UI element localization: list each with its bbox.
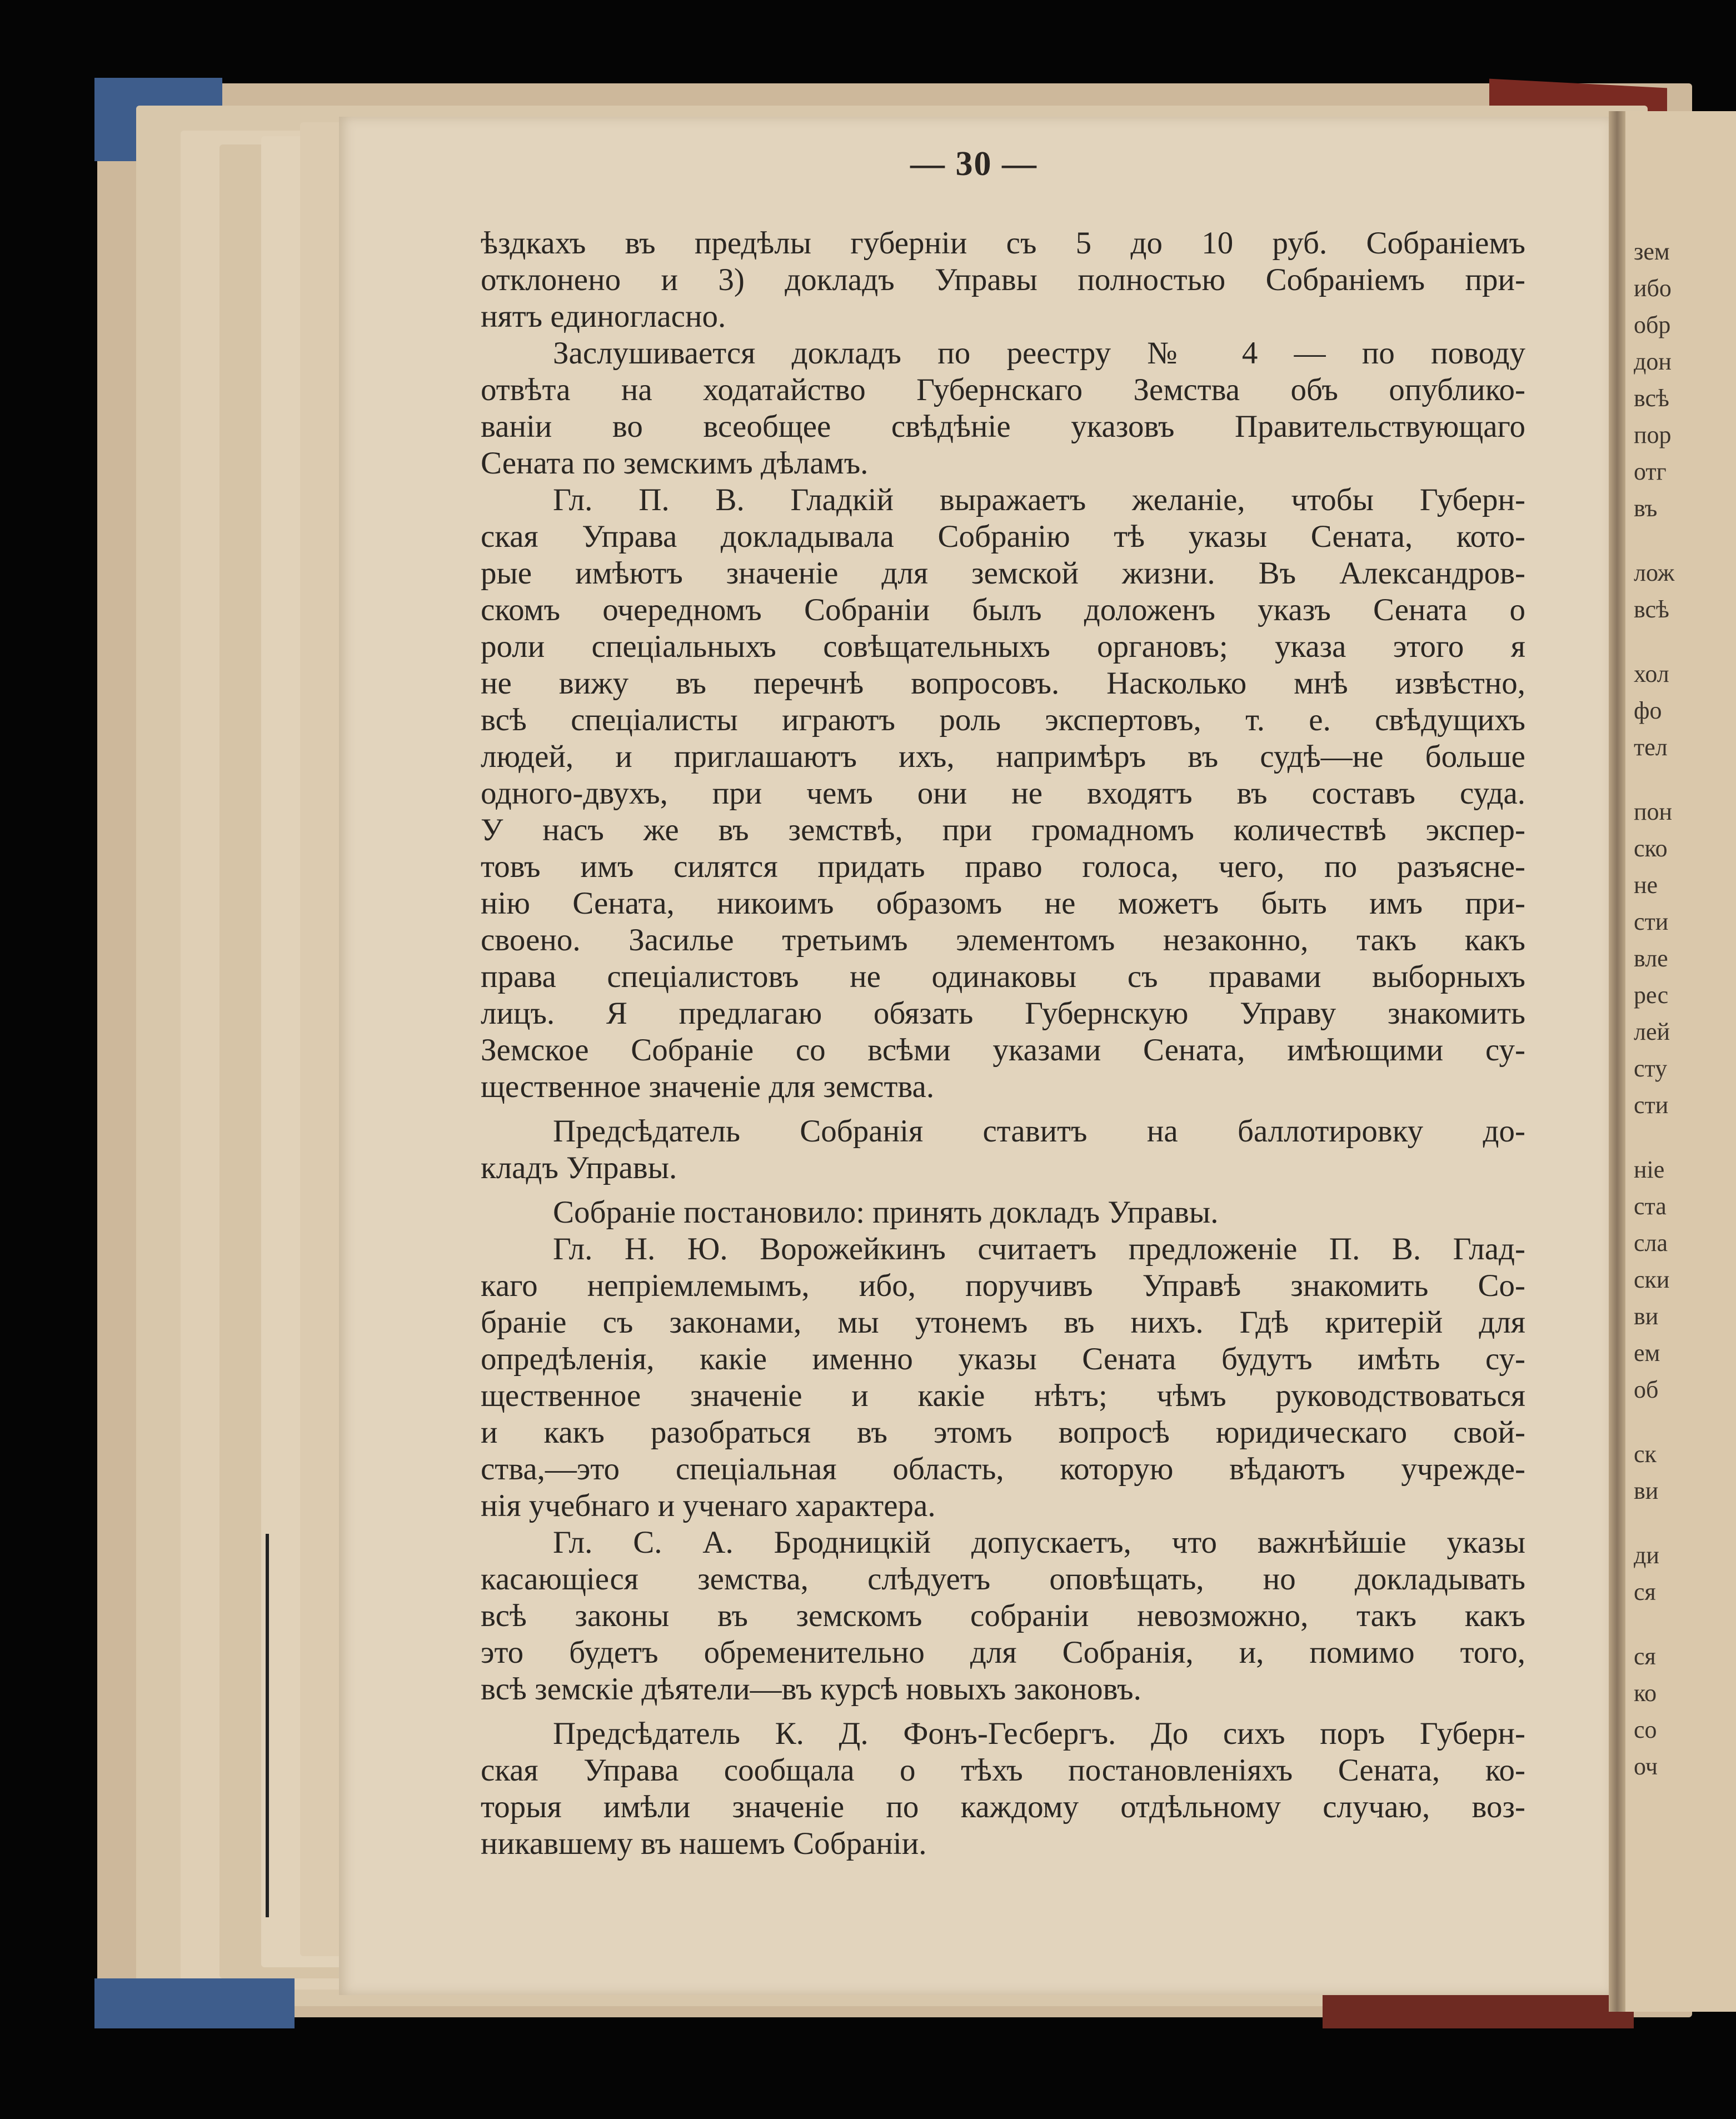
text-line: своено. Засилье третьимъ элементомъ незаконно, такъ какъ <box>481 923 1525 958</box>
facing-text-fragment: ко <box>1634 1679 1657 1707</box>
text-line: Гл. П. В. Гладкій выражаетъ желаніе, чтобы Губерн- <box>553 482 1525 517</box>
text-line: ства,—это спеціальная область, которую вѣдаютъ учрежде- <box>481 1452 1525 1487</box>
text-line: всѣ спеціалисты играютъ роль экспертовъ, т. е. свѣдущихъ <box>481 702 1525 737</box>
facing-text-fragment: не <box>1634 871 1658 899</box>
facing-text-fragment: ся <box>1634 1578 1656 1606</box>
facing-text-fragment: тел <box>1634 734 1668 761</box>
facing-text-fragment: сти <box>1634 908 1669 935</box>
facing-text-fragment: всѣ <box>1634 385 1669 412</box>
facing-text-fragment: фо <box>1634 697 1662 724</box>
text-line: ѣздкахъ въ предѣлы губерніи съ 5 до 10 руб. Собраніемъ <box>481 226 1525 261</box>
text-line: товъ имъ силятся придать право голоса, чего, по разъясне- <box>481 849 1525 884</box>
book-cover-corner <box>1323 1995 1634 2028</box>
facing-text-fragment: дон <box>1634 348 1672 375</box>
facing-text-fragment: ем <box>1634 1339 1660 1367</box>
text-line: отклонено и 3) докладъ Управы полностью Собраніемъ при- <box>481 262 1525 297</box>
text-line: касающіеся земства, слѣдуетъ оповѣщать, но докладывать <box>481 1562 1525 1597</box>
facing-text-fragment: ста <box>1634 1193 1667 1220</box>
facing-text-fragment: сту <box>1634 1055 1668 1082</box>
facing-text-fragment: рес <box>1634 981 1669 1009</box>
text-line: щественное значеніе и какіе нѣтъ; чѣмъ руководствоваться <box>481 1378 1525 1413</box>
facing-text-fragment: вле <box>1634 945 1668 972</box>
facing-text-fragment: всѣ <box>1634 596 1669 623</box>
text-line: ская Управа докладывала Собранію тѣ указы Сената, кото- <box>481 519 1525 554</box>
facing-text-fragment: ско <box>1634 835 1668 862</box>
facing-text-fragment: ибо <box>1634 275 1672 302</box>
text-line: и какъ разобраться въ этомъ вопросѣ юридическаго свой- <box>481 1415 1525 1450</box>
facing-text-fragment: ніе <box>1634 1156 1665 1183</box>
facing-text-fragment: оч <box>1634 1753 1658 1780</box>
text-line: рые имѣютъ значеніе для земской жизни. Въ Александров- <box>481 556 1525 591</box>
text-line: права спеціалистовъ не одинаковы съ правами выборныхъ <box>481 959 1525 994</box>
book-cover-corner <box>94 1978 295 2028</box>
facing-text-fragment: обр <box>1634 311 1671 338</box>
facing-text-fragment: лей <box>1634 1018 1670 1045</box>
text-line: Предсѣдатель К. Д. Фонъ-Гесбергъ. До сихъ поръ Губерн- <box>553 1716 1525 1751</box>
text-line: Предсѣдатель Собранія ставитъ на баллотировку до- <box>553 1114 1525 1149</box>
text-line: людей, и приглашаютъ ихъ, напримѣръ въ судѣ—не больше <box>481 739 1525 774</box>
facing-text-fragment: об <box>1634 1376 1659 1403</box>
facing-text-fragment: ся <box>1634 1643 1656 1670</box>
text-line: это будетъ обременительно для Собранія, и, помимо того, <box>481 1635 1525 1670</box>
text-line: роли спеціальныхъ совѣщательныхъ органовъ; указа этого я <box>481 629 1525 664</box>
facing-text-fragment: лож <box>1634 559 1675 586</box>
facing-text-fragment: ски <box>1634 1266 1670 1293</box>
facing-page-text-fragments <box>1634 233 1736 1785</box>
text-line: отвѣта на ходатайство Губернскаго Земства объ опублико- <box>481 372 1525 407</box>
text-line: нятъ единогласно. <box>481 299 726 334</box>
text-line: ская Управа сообщала о тѣхъ постановленіяхъ Сената, ко- <box>481 1753 1525 1788</box>
text-line: опредѣленія, какіе именно указы Сената будутъ имѣть су- <box>481 1342 1525 1377</box>
text-line: одного-двухъ, при чемъ они не входятъ въ составъ суда. <box>481 776 1525 811</box>
text-line: Заслушивается докладъ по реестру № 4 — по поводу <box>553 336 1525 371</box>
text-line: Гл. Н. Ю. Ворожейкинъ считаетъ предложеніе П. В. Глад- <box>553 1231 1525 1267</box>
facing-text-fragment: зем <box>1634 238 1670 265</box>
text-line: всѣ земскіе дѣятели—въ курсѣ новыхъ законовъ. <box>481 1672 1141 1707</box>
text-line: не вижу въ перечнѣ вопросовъ. Насколько мнѣ извѣстно, <box>481 666 1525 701</box>
facing-text-fragment: ви <box>1634 1303 1659 1330</box>
facing-text-fragment: со <box>1634 1716 1657 1743</box>
text-line: никавшему въ нашемъ Собраніи. <box>481 1826 927 1861</box>
facing-text-fragment: въ <box>1634 495 1658 522</box>
text-line: нію Сената, никоимъ образомъ не можетъ быть имъ при- <box>481 886 1525 921</box>
text-line: всѣ законы въ земскомъ собраніи невозможно, такъ какъ <box>481 1598 1525 1633</box>
facing-text-fragment: ск <box>1634 1440 1657 1468</box>
text-line: нія учебнаго и ученаго характера. <box>481 1488 936 1523</box>
facing-text-fragment: отг <box>1634 458 1667 485</box>
text-line: Собраніе постановило: принять докладъ Управы. <box>553 1195 1219 1230</box>
text-line: браніе съ законами, мы утонемъ въ нихъ. Гдѣ критерій для <box>481 1305 1525 1340</box>
page-number: — 30 — <box>910 145 1037 183</box>
book-gutter <box>1609 111 1625 2012</box>
text-line: лицъ. Я предлагаю обязать Губернскую Управу знакомить <box>481 996 1525 1031</box>
facing-text-fragment: хол <box>1634 660 1669 687</box>
text-line: кладъ Управы. <box>481 1150 677 1185</box>
facing-text-fragment: ви <box>1634 1477 1659 1504</box>
text-line: торыя имѣли значеніе по каждому отдѣльному случаю, воз- <box>481 1789 1525 1824</box>
text-line: Гл. С. А. Бродницкій допускаетъ, что важнѣйшіе указы <box>553 1525 1525 1560</box>
facing-text-fragment: пор <box>1634 421 1672 448</box>
text-line: скомъ очередномъ Собраніи былъ доложенъ указъ Сената о <box>481 592 1525 627</box>
margin-mark <box>266 1534 269 1917</box>
text-line: У насъ же въ земствѣ, при громадномъ количествѣ экспер- <box>481 812 1525 847</box>
facing-text-fragment: ди <box>1634 1542 1659 1569</box>
facing-text-fragment: сти <box>1634 1091 1669 1119</box>
facing-text-fragment: пон <box>1634 798 1673 825</box>
text-line: щественное значеніе для земства. <box>481 1069 935 1104</box>
text-line: Сената по земскимъ дѣламъ. <box>481 446 869 481</box>
page-body-text <box>481 225 1525 1862</box>
book-page <box>339 117 1609 1995</box>
text-line: ваніи во всеобщее свѣдѣніе указовъ Правительствующаго <box>481 409 1525 444</box>
facing-text-fragment: сла <box>1634 1229 1668 1257</box>
text-line: Земское Собраніе со всѣми указами Сената, имѣющими су- <box>481 1033 1525 1068</box>
text-line: каго непріемлемымъ, ибо, поручивъ Управѣ знакомить Со- <box>481 1268 1525 1303</box>
